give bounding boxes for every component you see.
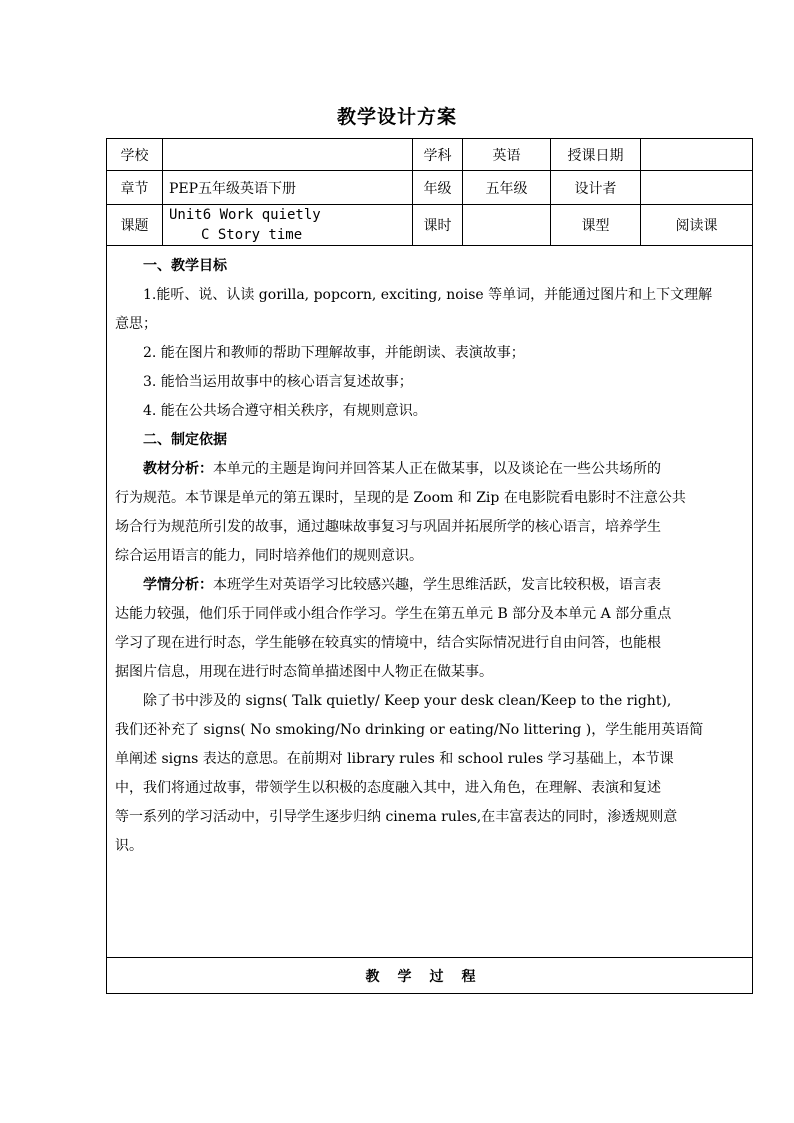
objective-1-line-1: 1.能听、说、认读 gorilla, popcorn, exciting, noise 等单词，并能通过图片和上下文理解 [143, 287, 713, 303]
info-row-school [107, 139, 753, 171]
material-line-2: 行为规范。本节课是单元的第五课时，呈现的是 Zoom 和 Zip 在电影院看电影时不注意公共 [115, 490, 686, 506]
extra-line-3: 单阐述 signs 表达的意思。在前期对 library rules 和 school rules 学习基础上，本节课 [115, 751, 674, 767]
period-value [463, 205, 551, 246]
student-text-1: 本班学生对英语学习比较感兴趣，学生思维活跃，发言比较积极，语言表 [213, 577, 661, 593]
topic-line-2: C Story time [201, 227, 303, 243]
teaching-process-heading: 教学过程 [107, 958, 753, 994]
material-line-4: 综合运用语言的能力，同时培养他们的规则意识。 [115, 548, 423, 564]
type-label: 课型 [551, 205, 641, 246]
objective-4: 4. 能在公共场合遵守相关秩序，有规则意识。 [143, 403, 427, 419]
extra-line-1: 除了书中涉及的 signs( Talk quietly/ Keep your desk clean/Keep to the right), [143, 693, 672, 709]
objective-3: 3. 能恰当运用故事中的核心语言复述故事； [143, 374, 413, 390]
info-row-chapter [107, 171, 753, 205]
chapter-value: PEP五年级英语下册 [163, 171, 413, 205]
content-row [107, 246, 753, 958]
date-label: 授课日期 [551, 139, 641, 171]
date-value [641, 139, 753, 171]
designer-label: 设计者 [551, 171, 641, 205]
type-value: 阅读课 [641, 205, 753, 246]
page-title: 教学设计方案 [336, 106, 457, 128]
subject-label: 学科 [413, 139, 463, 171]
extra-line-5: 等一系列的学习活动中，引导学生逐步归纳 cinema rules,在丰富表达的同时，渗透规则意 [115, 809, 678, 825]
material-label: 教材分析： [143, 461, 213, 477]
student-line-3: 学习了现在进行时态，学生能够在较真实的情境中，结合实际情况进行自由问答，也能根 [115, 635, 661, 651]
objective-1-line-2: 意思； [115, 316, 157, 332]
student-label: 学情分析： [143, 577, 213, 593]
extra-line-4: 中，我们将通过故事，带领学生以积极的态度融入其中，进入角色，在理解、表演和复述 [115, 780, 661, 796]
material-text-1: 本单元的主题是询问并回答某人正在做某事，以及谈论在一些公共场所的 [213, 461, 661, 477]
material-line-3: 场合行为规范所引发的故事，通过趣味故事复习与巩固并拓展所学的核心语言，培养学生 [115, 519, 661, 535]
info-row-topic [107, 205, 753, 246]
extra-line-6: 识。 [115, 838, 143, 854]
content-cell [107, 246, 753, 958]
subject-value: 英语 [463, 139, 551, 171]
school-label: 学校 [107, 139, 163, 171]
basis-heading: 二、制定依据 [143, 432, 227, 448]
designer-value [641, 171, 753, 205]
objective-2: 2. 能在图片和教师的帮助下理解故事，并能朗读、表演故事； [143, 345, 525, 361]
extra-line-2: 我们还补充了 signs( No smoking/No drinking or eating/No littering )，学生能用英语简 [115, 722, 704, 738]
chapter-label: 章节 [107, 171, 163, 205]
grade-label: 年级 [413, 171, 463, 205]
grade-value: 五年级 [463, 171, 551, 205]
student-line-2: 达能力较强，他们乐于同伴或小组合作学习。学生在第五单元 B 部分及本单元 A 部分重点 [115, 606, 672, 622]
footer-row [107, 958, 753, 994]
topic-line-1: Unit6 Work quietly [169, 207, 321, 223]
material-line-1 [115, 455, 744, 484]
school-value [163, 139, 413, 171]
student-line-1 [115, 571, 744, 600]
period-label: 课时 [413, 205, 463, 246]
topic-value [163, 205, 413, 246]
objectives-heading: 一、教学目标 [143, 258, 227, 274]
student-line-4: 据图片信息，用现在进行时态简单描述图中人物正在做某事。 [115, 664, 493, 680]
lesson-plan-table [106, 138, 753, 994]
topic-label: 课题 [107, 205, 163, 246]
